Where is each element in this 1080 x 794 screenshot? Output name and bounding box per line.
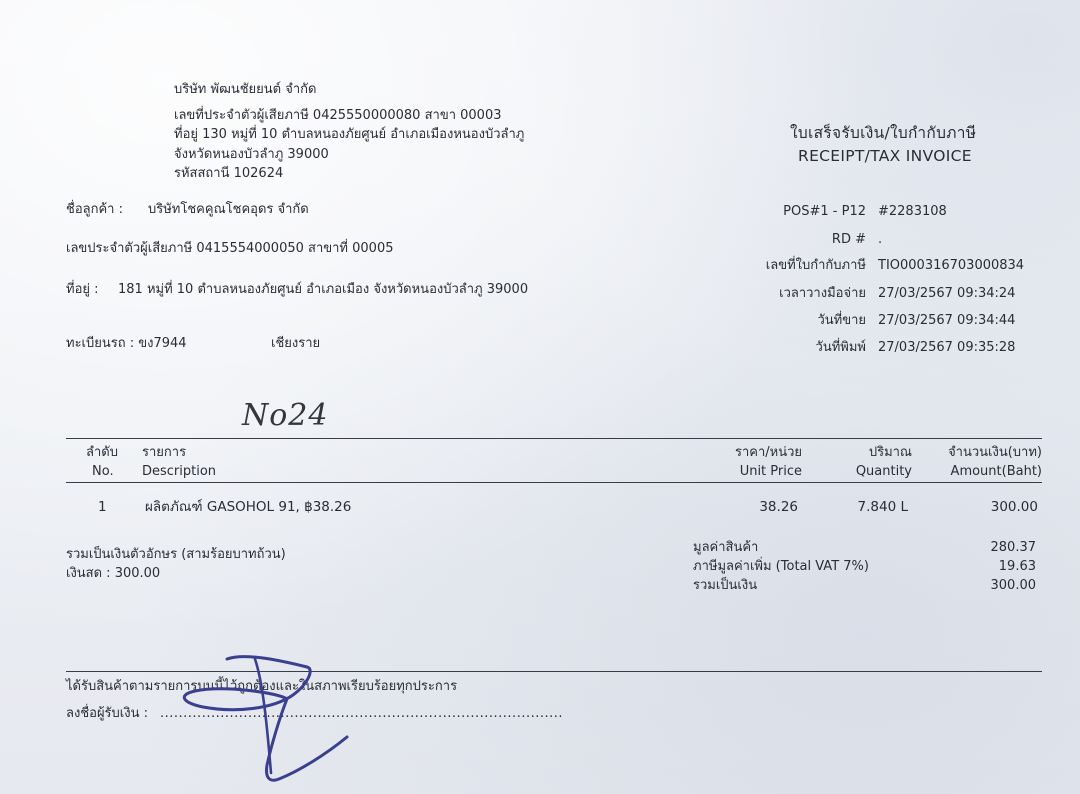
cash-paid: เงินสด : 300.00 [66, 566, 161, 581]
customer-name: บริษัทโชคคูณโชคอุดร จำกัด [148, 202, 309, 217]
handwritten-signature [175, 655, 375, 790]
vat-value: 19.63 [998, 559, 1036, 574]
grand-total-value: 300.00 [990, 578, 1036, 593]
print-date-label: วันที่พิมพ์ [815, 340, 866, 355]
header-desc-th: รายการ [142, 445, 187, 460]
seller-tax-id: เลขที่ประจำตัวผู้เสียภาษี 0425550000080 สาขา 00003 [174, 108, 502, 123]
pos-label: POS#1 - P12 [783, 204, 866, 219]
table-header-rule [66, 482, 1042, 483]
handwritten-note: No24 [242, 398, 329, 433]
header-price-en: Unit Price [739, 464, 802, 479]
seller-name: บริษัท พัฒนชัยยนต์ จำกัด [174, 82, 317, 97]
row-description: ผลิตภัณฑ์ GASOHOL 91, ฿38.26 [145, 499, 352, 515]
payment-time-label: เวลาวางมือจ่าย [779, 286, 866, 301]
header-no-en: No. [92, 464, 114, 479]
header-amount-en: Amount(Baht) [950, 464, 1042, 479]
vat-label: ภาษีมูลค่าเพิ่ม (Total VAT 7%) [693, 559, 869, 574]
pos-value: #2283108 [878, 204, 947, 219]
table-top-rule [66, 438, 1042, 439]
row-no: 1 [98, 499, 107, 515]
signature-stroke-2 [255, 659, 271, 773]
print-date-value: 27/03/2567 09:35:28 [878, 340, 1016, 355]
rd-value: . [878, 232, 883, 247]
subtotal-label: มูลค่าสินค้า [693, 540, 759, 555]
vehicle-plate: ทะเบียนรถ : ขง7944 [66, 336, 187, 351]
row-unit-price: 38.26 [759, 499, 798, 515]
seller-address: ที่อยู่ 130 หมู่ที่ 10 ตำบลหนองภัยศูนย์ อำเภอเมืองหนองบัวลำภู [174, 127, 525, 142]
vehicle-province: เชียงราย [271, 336, 321, 351]
amount-in-words: รวมเป็นเงินตัวอักษร (สามร้อยบาทถ้วน) [66, 547, 286, 562]
signature-label: ลงชื่อผู้รับเงิน : [66, 706, 148, 721]
header-price-th: ราคา/หน่วย [734, 445, 802, 460]
header-no-th: ลำดับ [86, 445, 118, 460]
seller-station-code: รหัสสถานี 102624 [174, 166, 284, 181]
header-amount-th: จำนวนเงิน(บาท) [948, 445, 1042, 460]
customer-address: 181 หมู่ที่ 10 ตำบลหนองภัยศูนย์ อำเภอเมือง จังหวัดหนองบัวลำภู 39000 [118, 282, 529, 297]
row-quantity: 7.840 L [857, 499, 908, 515]
header-desc-en: Description [142, 464, 217, 479]
customer-name-label: ชื่อลูกค้า : [66, 202, 123, 217]
tax-invoice-no-value: TIO000316703000834 [878, 258, 1025, 273]
customer-tax-id: เลขประจำตัวผู้เสียภาษี 0415554000050 สาขาที่ 00005 [66, 241, 394, 256]
payment-time-value: 27/03/2567 09:34:24 [878, 286, 1016, 301]
customer-address-label: ที่อยู่ : [66, 282, 99, 297]
rd-label: RD # [831, 232, 866, 247]
receipt-acknowledgement: ได้รับสินค้าตามรายการบนนี้ไว้ถูกต้องและในสภาพเรียบร้อยทุกประการ [66, 679, 458, 694]
document-title-english: RECEIPT/TAX INVOICE [798, 147, 972, 165]
grand-total-label: รวมเป็นเงิน [693, 578, 758, 593]
row-amount: 300.00 [990, 499, 1038, 515]
sale-date-value: 27/03/2567 09:34:44 [878, 313, 1016, 328]
seller-province: จังหวัดหนองบัวลำภู 39000 [174, 147, 329, 162]
header-qty-en: Quantity [855, 464, 912, 479]
sale-date-label: วันที่ขาย [817, 313, 866, 328]
header-qty-th: ปริมาณ [868, 445, 912, 460]
subtotal-value: 280.37 [990, 540, 1036, 555]
signature-line: ....................................................................................... [160, 706, 564, 721]
document-title-thai: ใบเสร็จรับเงิน/ใบกำกับภาษี [790, 124, 977, 142]
tax-invoice-no-label: เลขที่ใบกำกับภาษี [765, 258, 866, 273]
